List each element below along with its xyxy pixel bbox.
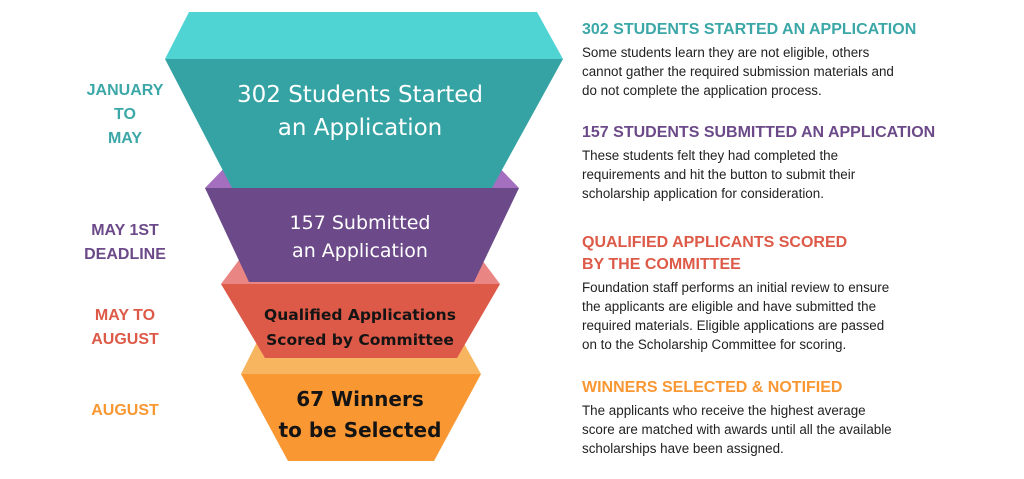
funnel-stage-1-label: 302 Students Started an Application xyxy=(237,82,483,141)
timeline-label-august: AUGUST xyxy=(91,402,159,419)
description-heading-scored: QUALIFIED APPLICANTS SCORED BY THE COMMITTEE xyxy=(582,234,848,273)
timeline-label-may-to-august: MAY TO AUGUST xyxy=(91,307,159,348)
description-text-submitted: These students felt they had completed the requirements and hit the button to submit their scholarship application for consideration. xyxy=(582,148,856,201)
description-block-started xyxy=(582,19,1012,100)
funnel-stage-3-label: Qualified Applications Scored by Committee xyxy=(264,306,456,349)
description-heading-started: 302 STUDENTS STARTED AN APPLICATION xyxy=(582,21,917,38)
description-heading-winners: WINNERS SELECTED & NOTIFIED xyxy=(582,379,843,396)
description-text-scored: Foundation staff performs an initial review to ensure the applicants are eligible and have submitted the required materials. Eligible applications are passed on to the Scholarship Committee for scoring. xyxy=(582,280,890,352)
funnel-stage-4-label: 67 Winners to be Selected xyxy=(278,387,442,442)
funnel-stage-2-label: 157 Submitted an Application xyxy=(289,212,431,262)
description-text-winners: The applicants who receive the highest average score are matched with awards until all the available scholarships have been assigned. xyxy=(582,403,892,456)
description-heading-submitted: 157 STUDENTS SUBMITTED AN APPLICATION xyxy=(582,124,936,141)
description-text-started: Some students learn they are not eligible, others cannot gather the required submission materials and do not complete the application process. xyxy=(582,45,894,98)
description-block-winners xyxy=(582,377,1012,458)
description-block-scored xyxy=(582,232,1012,354)
timeline-label-january-to-may: JANUARY TO MAY xyxy=(86,82,164,147)
funnel-stage-1-top-face xyxy=(165,12,563,59)
description-block-submitted xyxy=(582,122,1012,203)
timeline-label-may-1st-deadline: MAY 1ST DEADLINE xyxy=(84,222,166,263)
